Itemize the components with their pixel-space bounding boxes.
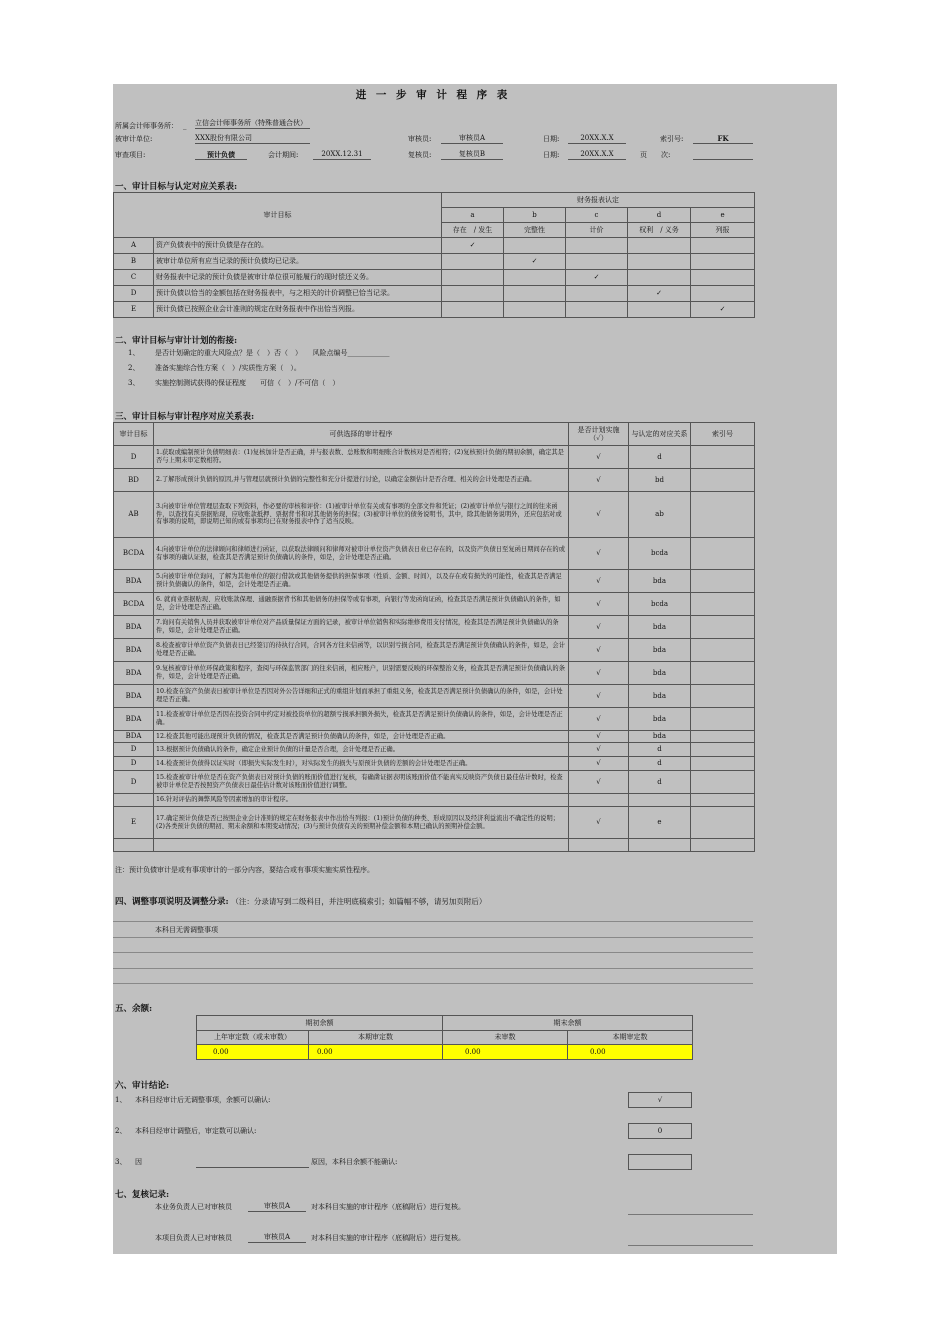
- procedure-index[interactable]: [691, 685, 755, 708]
- worksheet: 进 一 步 审 计 程 序 表 所属会计师事务所： _ 立信会计师事务所（特殊普通合伙） 被审计单位: XXX股份有限公司 审核员: 审核员A 日期: 20XX.X.X 索引号: FK 审查项目: 预计负债 会计期间: 20XX.12.31 复核员: 复核员B 日期: 20XX.X.X 页 次: 一、审计目标与认定对应关系表: 审计目标 财务报表认定 a b c d e 存在 / 发生 完整性 计价 权利 / 义务 列报 A 资产负债表中的预计负债是存在的。 ✓ B 被审计单位所有应当记录的预计负债均已记录。 ✓ C 财务报表中记录的预计负债是被审计单位很可能履行的现时偿还义务。 ✓ D 预计负债以恰当的金额包括在财务报表中，与之相关的计价调整已恰当记录。 ✓ E 预计负债已按照企业会计准则的规定在财务报表中作出恰当列报。 ✓ 二、审计目标与审计计划的衔接: 1、 是否计划确定的重大风险点？是（ ）否（ ） 风险点编号____________ 2、 准备实施综合性方案（ ）/实质性方案（ ）。 3、 实施控制测试获得的保证程度 可信（ ）/不可信（ ） 三、审计目标与审计程序对应关系表: 审计目标 可供选择的审计程序 是否计划实施（✓） 与认定的对应关系 索引号 D 1.获取或编制预计负债明细表：(1)复核加计是否正确，并与报表数、总账数和明细账合计数核对是否相符；(2)复核预计负债的期初余额，确定其是否与上期末审定数相符。 √ d BD 2.了解形成预计负债的原因,并与管理层就预计负债的完整性和充分计提进行讨论，以确定金额估计是否合理、相关的会计处理是否正确。 √ bd AB 3.向被审计单位管理层查取下列资料，作必要的审核和评价：(1)被审计单位有关或有事项的全部文件和凭证；(2)被审计单位与银行之间的往来函件，以查找有关票据贴现、应收账款抵押、票据背书和对其他债务的担保；(3)被审计单位的债务说明书，其中，除其他债务说明外，还应包括对或有事项的说明，即说明已知的或有事项均已在财务报表中作了适当反映。 √ ab BCDA 4.向被审计单位的法律顾问和律师进行函证，以获取法律顾问和律师对被审计单位资产负债表日业已存在的，以及资产负债日至复函日期间存在的或有事项的确认证据，检查其是否满足预计负债确认的条件，如是，会计处理是否正确。 √ bcda BDA 5.向被审计单位询问，了解为其他单位的银行借款或其他债务提供的担保事项（性质、金额、时间），以及存在或有损失的可能性，检查其是否满足预计负债确认的条件，如是，会计处理是否正确。 √ bda BCDA 6. 就商业票据贴现、应收账款保理、通融票据背书和其他债务的担保等或有事项，向银行等发函询证函，检查其是否满足预计负债确认的条件，如是，会计处理是否正确。 √ bcda BDA 7.询问有关销售人员并获取被审计单位对产品质量保证方面的记录，被审计单位销售和实际维修费用支付情况，检查其是否满足预计负债确认的条件，如是，会计处理是否正确。 √ bda BDA 8.检查被审计单位资产负债表日已经签订的待执行合同，合同各方往来信函等，以识别亏损合同，检查其是否满足预计负债确认的条件，如是，会计处理是否正确。 √ bda BDA 9.复核被审计单位环保政策和程序，查阅与环保监管部门的往来信函，相应账户，识别需要反映的环保整治义务，检查其是否满足预计负债确认的条件，如是，会计处理是否正确。 √ bda BDA 10.检查在资产负债表日被审计单位是否因对外公告详细和正式的重组计划而承担了重组义务，检查其是否满足预计负债确认的条件，如是，会计处理是否正确。 √ bda BDA 11.检查被审计单位是否因在投资合同中约定对被投资单位的超额亏损承担额外损失，检查其是否满足预计负债确认的条件，如是，会计处理是否正确。 √ bda BDA 12.检查其他可能出现预计负债的情况，检查其是否满足预计负债确认的条件，如是，会计处理是否正确。 √ bda D 13.根据预计负债确认的条件，确定企业预计负债的计量是否合理，会计处理是否正确。 √ d D 14.检查预计负债得以证实时（即损失实际发生时），对实际发生的损失与原预计负债的差额的会计处理是否正确。 √ d D 15.检查被审计单位是否在资产负债表日对预计负债的账面价值进行复核，有确凿证据表明该账面价值不能真实反映资产负债日最佳估计数时，检查被审计单位是否按照资产负债表日最佳估计数对该账面价值进行调整。 √ d 16.针对评估的舞弊风险等因素增加的审计程序。 E 17.确定预计负债是否已按照企业会计准则的规定在财务报表中作出恰当列报：(1)预计负债的种类、形成原因以及经济利益流出不确定性的说明；(2)各类预计负债的期初、期末余额和本期变动情况；(3)与预计负债有关的预期补偿金额和本期已确认的预期补偿金额。 √ e 注：预计负债审计是或有事项审计的一部分内容，要结合或有事项实施实质性程序。 四、调整事项说明及调整分录: （注：分录请写到二级科目，并注明底稿索引；如篇幅不够，请另加页附后） 本科目无需调整事项 五、余额: 期初余额 期末余额 上年审定数（或未审数） 本期审定数 未审数 本期审定数 0.00 0.00 0.00 0.00 六、审计结论: 1、 本科目经审计后无调整事项，余额可以确认: √ 2、 本科目经审计调整后，审定数可以确认: 0 3、 因 原因，本科目余额不能确认: 七、复核记录: 本业务负责人已对审核员 审核员A 对本科目实施的审计程序（底稿附后）进行复核。 本项目负责人已对审核员 审核员A 对本科目实施的审计程序（底稿附后）进行复核。: [113, 84, 837, 1254]
- assertion-cell[interactable]: [566, 286, 628, 302]
- table-row: [114, 616, 755, 639]
- procedure-planned[interactable]: √: [569, 757, 629, 771]
- procedure-assertion: bda: [629, 685, 691, 708]
- table-row: [114, 685, 755, 708]
- procedure-goal: BDA: [114, 731, 154, 743]
- goal-text: 资产负债表中的预计负债是存在的。: [154, 238, 442, 254]
- procedure-planned[interactable]: √: [569, 492, 629, 538]
- firm-label: 所属会计师事务所：: [115, 122, 178, 130]
- conclusion-1-no: 1、: [115, 1096, 127, 1104]
- procedure-index[interactable]: [691, 570, 755, 593]
- date-value-2: 20XX.X.X: [568, 150, 626, 160]
- procedure-planned[interactable]: √: [569, 807, 629, 839]
- procedure-goal: D: [114, 757, 154, 771]
- procedure-planned[interactable]: √: [569, 639, 629, 662]
- procedure-planned[interactable]: √: [569, 743, 629, 757]
- procedure-assertion: bda: [629, 639, 691, 662]
- assertion-cell[interactable]: [504, 238, 566, 254]
- closing-balance-header: 期末余额: [443, 1016, 693, 1031]
- table-row: [114, 254, 755, 270]
- section3-title: 三、审计目标与审计程序对应关系表:: [115, 412, 255, 422]
- procedure-index[interactable]: [691, 757, 755, 771]
- conclusion-2-no: 2、: [115, 1127, 127, 1135]
- assertion-cell[interactable]: [691, 238, 755, 254]
- index-value: FK: [693, 134, 753, 144]
- procedure-goal: [114, 839, 154, 852]
- adjustment-line-1: 本科目无需调整事项: [155, 926, 218, 934]
- col-prior-audited: 上年审定数（或未审数）: [197, 1031, 309, 1045]
- period-value: 20XX.12.31: [313, 150, 371, 160]
- procedure-index[interactable]: [691, 731, 755, 743]
- assertion-cell[interactable]: [504, 270, 566, 286]
- assertion-cell[interactable]: [691, 270, 755, 286]
- table-row: [114, 286, 755, 302]
- procedure-goal: D: [114, 743, 154, 757]
- procedure-table: [113, 422, 755, 852]
- procedure-planned[interactable]: √: [569, 570, 629, 593]
- table-row: [114, 771, 755, 794]
- procedure-text: 7.询问有关销售人员并获取被审计单位对产品质量保证方面的记录，被审计单位销售和实际维修费用支付情况，检查其是否满足预计负债确认的条件，如是，会计处理是否正确。: [154, 616, 569, 639]
- plan-item-text: 是否计划确定的重大风险点？是（ ）否（ ） 风险点编号____________: [155, 349, 390, 357]
- procedure-text: 8.检查被审计单位资产负债表日已经签订的待执行合同，合同各方往来信函等，以识别亏损合同，检查其是否满足预计负债确认的条件，如是，会计处理是否正确。: [154, 639, 569, 662]
- procedure-assertion: d: [629, 771, 691, 794]
- procedure-index[interactable]: [691, 446, 755, 469]
- procedure-goal: BDA: [114, 685, 154, 708]
- table-row: [114, 731, 755, 743]
- procedure-planned[interactable]: √: [569, 708, 629, 731]
- review-1-post: 对本科目实施的审计程序（底稿附后）进行复核。: [311, 1203, 465, 1211]
- conclusion-3-box[interactable]: [628, 1154, 692, 1170]
- check-mark[interactable]: ✓: [504, 254, 566, 270]
- procedure-index[interactable]: [691, 492, 755, 538]
- table-row: [114, 238, 755, 254]
- col-opening-audited: 本期审定数: [309, 1031, 443, 1045]
- procedure-index[interactable]: [691, 807, 755, 839]
- procedure-planned[interactable]: √: [569, 771, 629, 794]
- procedure-assertion: bda: [629, 731, 691, 743]
- opening-balance-header: 期初余额: [197, 1016, 443, 1031]
- procedure-index[interactable]: [691, 616, 755, 639]
- balance-value-2: 0.00: [309, 1045, 443, 1060]
- review-2-post: 对本科目实施的审计程序（底稿附后）进行复核。: [311, 1234, 465, 1242]
- review-1-signature-line: [628, 1214, 753, 1215]
- procedure-planned[interactable]: √: [569, 662, 629, 685]
- procedure-goal: BD: [114, 469, 154, 492]
- procedure-assertion: d: [629, 743, 691, 757]
- client-label: 被审计单位:: [115, 135, 153, 143]
- table-row: [114, 807, 755, 839]
- procedure-planned[interactable]: √: [569, 469, 629, 492]
- section6-title: 六、审计结论:: [115, 1081, 170, 1091]
- goal-text: 预计负债以恰当的金额包括在财务报表中，与之相关的计价调整已恰当记录。: [154, 286, 442, 302]
- assertion-cell[interactable]: [628, 254, 691, 270]
- plan-item-text: 准备实施综合性方案（ ）/实质性方案（ ）。: [155, 364, 301, 372]
- assertion-cell[interactable]: [566, 254, 628, 270]
- table-row: [114, 794, 755, 807]
- table-row: [114, 270, 755, 286]
- procedure-text: 10.检查在资产负债表日被审计单位是否因对外公告详细和正式的重组计划而承担了重组义务，检查其是否满足预计负债确认的条件，如是，会计处理是否正确。: [154, 685, 569, 708]
- procedure-assertion: bda: [629, 708, 691, 731]
- assertion-table: [113, 192, 755, 318]
- procedure-text: 12.检查其他可能出现预计负债的情况，检查其是否满足预计负债确认的条件，如是，会计处理是否正确。: [154, 731, 569, 743]
- assertion-cell[interactable]: [628, 302, 691, 318]
- procedure-assertion: bd: [629, 469, 691, 492]
- procedure-goal: AB: [114, 492, 154, 538]
- table-row: [114, 570, 755, 593]
- reviewer-value: 复核员B: [441, 150, 503, 160]
- procedure-goal: [114, 794, 154, 807]
- table-row: [114, 639, 755, 662]
- procedure-header: 是否计划实施（✓）: [569, 423, 629, 446]
- plan-item-no: 2、: [128, 364, 140, 372]
- table-row: [114, 538, 755, 570]
- procedure-header: 索引号: [691, 423, 755, 446]
- procedure-planned[interactable]: √: [569, 616, 629, 639]
- procedure-text: 15.检查被审计单位是否在资产负债表日对预计负债的账面价值进行复核，有确凿证据表明该账面价值不能真实反映资产负债日最佳估计数时，检查被审计单位是否按照资产负债表日最佳估计数对该账面价值进行调整。: [154, 771, 569, 794]
- procedure-text: 11.检查被审计单位是否因在投资合同中约定对被投资单位的超额亏损承担额外损失，检查其是否满足预计负债确认的条件，如是，会计处理是否正确。: [154, 708, 569, 731]
- assertion-cell[interactable]: [504, 302, 566, 318]
- col-closing-audited: 本期审定数: [568, 1031, 693, 1045]
- preparer-label: 审核员:: [408, 135, 432, 143]
- procedure-assertion: [629, 839, 691, 852]
- plan-item-no: 3、: [128, 379, 140, 387]
- goal-code: D: [114, 286, 154, 302]
- table-row: [114, 446, 755, 469]
- plan-item-no: 1、: [128, 349, 140, 357]
- review-1-pre: 本业务负责人已对审核员: [155, 1203, 232, 1211]
- section3-note: 注：预计负债审计是或有事项审计的一部分内容，要结合或有事项实施实质性程序。: [115, 866, 374, 874]
- date-label-1: 日期:: [543, 135, 560, 143]
- assertion-cell[interactable]: [442, 254, 504, 270]
- procedure-index[interactable]: [691, 662, 755, 685]
- procedure-assertion: ab: [629, 492, 691, 538]
- conclusion-3-reason-field[interactable]: [196, 1158, 309, 1168]
- procedure-assertion: d: [629, 757, 691, 771]
- index-label: 索引号:: [660, 135, 684, 143]
- assertion-name: 完整性: [504, 223, 566, 238]
- procedure-assertion: bda: [629, 616, 691, 639]
- procedure-planned[interactable]: [569, 839, 629, 852]
- page-label: 页 次:: [640, 151, 671, 159]
- procedure-planned[interactable]: √: [569, 446, 629, 469]
- date-label-2: 日期:: [543, 151, 560, 159]
- procedure-goal: D: [114, 771, 154, 794]
- check-mark[interactable]: ✓: [691, 302, 755, 318]
- procedure-header: 可供选择的审计程序: [154, 423, 569, 446]
- section4-hint: （注：分录请写到二级科目，并注明底稿索引；如篇幅不够，请另加页附后）: [231, 897, 487, 906]
- assertion-cell[interactable]: [691, 286, 755, 302]
- assertion-letter: d: [628, 208, 691, 223]
- procedure-text: [154, 839, 569, 852]
- conclusion-1-text: 本科目经审计后无调整事项，余额可以确认:: [135, 1096, 271, 1104]
- procedure-index[interactable]: [691, 771, 755, 794]
- assertion-letter: a: [442, 208, 504, 223]
- procedure-goal: BDA: [114, 708, 154, 731]
- goal-text: 财务报表中记录的预计负债是被审计单位很可能履行的现时偿还义务。: [154, 270, 442, 286]
- review-2-pre: 本项目负责人已对审核员: [155, 1234, 232, 1242]
- procedure-text: 4.向被审计单位的法律顾问和律师进行函证，以获取法律顾问和律师对被审计单位资产负债表日业已存在的，以及资产负债日至复函日期间存在的或有事项的确认证据，检查其是否满足预计负债确认的条件，如是，会计处理是否正确。: [154, 538, 569, 570]
- procedure-index[interactable]: [691, 538, 755, 570]
- assertion-cell[interactable]: [442, 270, 504, 286]
- procedure-assertion: bcda: [629, 538, 691, 570]
- procedure-planned[interactable]: √: [569, 731, 629, 743]
- procedure-goal: BDA: [114, 662, 154, 685]
- table-row: [114, 469, 755, 492]
- procedure-index[interactable]: [691, 839, 755, 852]
- conclusion-2-text: 本科目经审计调整后，审定数可以确认:: [135, 1127, 257, 1135]
- assertion-letter: b: [504, 208, 566, 223]
- goal-text: 被审计单位所有应当记录的预计负债均已记录。: [154, 254, 442, 270]
- assertion-name: 权利 / 义务: [628, 223, 691, 238]
- assertion-cell[interactable]: [628, 270, 691, 286]
- procedure-index[interactable]: [691, 708, 755, 731]
- check-mark[interactable]: ✓: [566, 270, 628, 286]
- balance-table: [196, 1015, 693, 1060]
- conclusion-1-box[interactable]: √: [628, 1092, 692, 1108]
- table-row: [114, 743, 755, 757]
- item-label: 审查项目:: [115, 151, 146, 159]
- table-row: [114, 492, 755, 538]
- procedure-assertion: [629, 794, 691, 807]
- assertion-cell[interactable]: [442, 286, 504, 302]
- table-row: [114, 757, 755, 771]
- goal-code: E: [114, 302, 154, 318]
- reviewer-label: 复核员:: [408, 151, 432, 159]
- procedure-text: 9.复核被审计单位环保政策和程序，查阅与环保监管部门的往来信函，相应账户，识别需要反映的环保整治义务，检查其是否满足预计负债确认的条件，如是，会计处理是否正确。: [154, 662, 569, 685]
- review-1-name: 审核员A: [248, 1202, 306, 1212]
- review-2-name: 审核员A: [248, 1233, 306, 1243]
- table-row: [114, 662, 755, 685]
- goal-code: B: [114, 254, 154, 270]
- section2-title: 二、审计目标与审计计划的衔接:: [115, 336, 238, 346]
- assertion-cell[interactable]: [504, 286, 566, 302]
- procedure-assertion: bda: [629, 662, 691, 685]
- item-value: 预计负债: [195, 150, 247, 160]
- procedure-header: 审计目标: [114, 423, 154, 446]
- procedure-goal: D: [114, 446, 154, 469]
- procedure-goal: BCDA: [114, 593, 154, 616]
- firm-value: 立信会计师事务所（特殊普通合伙）: [195, 119, 310, 129]
- procedure-text: 16.针对评估的舞弊风险等因素增加的审计程序。: [154, 794, 569, 807]
- procedure-planned[interactable]: √: [569, 685, 629, 708]
- assertion-name: 计价: [566, 223, 628, 238]
- conclusion-3-text2: 原因，本科目余额不能确认:: [311, 1158, 398, 1166]
- page-title: 进 一 步 审 计 程 序 表: [355, 89, 511, 101]
- goal-text: 预计负债已按照企业会计准则的规定在财务报表中作出恰当列报。: [154, 302, 442, 318]
- procedure-index[interactable]: [691, 794, 755, 807]
- procedure-index[interactable]: [691, 593, 755, 616]
- table-row: [114, 593, 755, 616]
- table-row: [114, 708, 755, 731]
- assertion-letter: c: [566, 208, 628, 223]
- review-2-signature-line: [628, 1245, 753, 1246]
- assertion-cell[interactable]: [442, 302, 504, 318]
- page-value: [693, 150, 753, 160]
- procedure-text: 1.获取或编制预计负债明细表：(1)复核加计是否正确，并与报表数、总账数和明细账合计数核对是否相符；(2)复核预计负债的期初余额，确定其是否与上期末审定数相符。: [154, 446, 569, 469]
- assertion-name: 列报: [691, 223, 755, 238]
- procedure-header: 与认定的对应关系: [629, 423, 691, 446]
- procedure-assertion: bcda: [629, 593, 691, 616]
- procedure-index[interactable]: [691, 639, 755, 662]
- procedure-text: 14.检查预计负债得以证实时（即损失实际发生时），对实际发生的损失与原预计负债的差额的会计处理是否正确。: [154, 757, 569, 771]
- procedure-goal: BDA: [114, 639, 154, 662]
- check-mark[interactable]: ✓: [628, 286, 691, 302]
- conclusion-2-box[interactable]: 0: [628, 1123, 692, 1139]
- assertion-cell[interactable]: [628, 238, 691, 254]
- section5-title: 五、余额:: [115, 1004, 153, 1014]
- check-mark[interactable]: ✓: [442, 238, 504, 254]
- assertion-cell[interactable]: [566, 238, 628, 254]
- procedure-text: 17.确定预计负债是否已按照企业会计准则的规定在财务报表中作出恰当列报：(1)预计负债的种类、形成原因以及经济利益流出不确定性的说明；(2)各类预计负债的期初、期末余额和本期变动情况；(3)与预计负债有关的预期补偿金额和本期已确认的预期补偿金额。: [154, 807, 569, 839]
- procedure-assertion: e: [629, 807, 691, 839]
- client-value: XXX股份有限公司: [195, 134, 310, 144]
- procedure-goal: E: [114, 807, 154, 839]
- goal-code: C: [114, 270, 154, 286]
- procedure-assertion: d: [629, 446, 691, 469]
- procedure-text: 3.向被审计单位管理层查取下列资料，作必要的审核和评价：(1)被审计单位有关或有事项的全部文件和凭证；(2)被审计单位与银行之间的往来函件，以查找有关票据贴现、应收账款抵押、票据背书和对其他债务的担保；(3)被审计单位的债务说明书，其中，除其他债务说明外，还应包括对或有事项的说明，即说明已知的或有事项均已在财务报表中作了适当反映。: [154, 492, 569, 538]
- procedure-goal: BCDA: [114, 538, 154, 570]
- procedure-planned[interactable]: [569, 794, 629, 807]
- assertion-letter: e: [691, 208, 755, 223]
- procedure-goal: BDA: [114, 570, 154, 593]
- assertion-header: 财务报表认定: [442, 193, 755, 208]
- plan-item-text: 实施控制测试获得的保证程度 可信（ ）/不可信（ ）: [155, 379, 340, 387]
- goal-header: 审计目标: [114, 193, 442, 238]
- col-unaudited: 未审数: [443, 1031, 568, 1045]
- procedure-index[interactable]: [691, 743, 755, 757]
- section4-title: 四、调整事项说明及调整分录:: [115, 897, 229, 907]
- procedure-planned[interactable]: √: [569, 593, 629, 616]
- conclusion-3-text: 因: [135, 1158, 142, 1166]
- goal-code: A: [114, 238, 154, 254]
- preparer-value: 审核员A: [441, 134, 503, 144]
- section1-title: 一、审计目标与认定对应关系表:: [115, 182, 238, 192]
- balance-value-3: 0.00: [443, 1045, 568, 1060]
- period-label: 会计期间:: [268, 151, 299, 159]
- procedure-goal: BDA: [114, 616, 154, 639]
- assertion-cell[interactable]: [691, 254, 755, 270]
- procedure-text: 2.了解形成预计负债的原因,并与管理层就预计负债的完整性和充分计提进行讨论，以确定金额估计是否合理、相关的会计处理是否正确。: [154, 469, 569, 492]
- procedure-planned[interactable]: √: [569, 538, 629, 570]
- conclusion-3-no: 3、: [115, 1158, 127, 1166]
- section7-title: 七、复核记录:: [115, 1190, 170, 1200]
- procedure-assertion: bda: [629, 570, 691, 593]
- balance-value-1: 0.00: [197, 1045, 309, 1060]
- table-row: [114, 839, 755, 852]
- procedure-text: 13.根据预计负债确认的条件，确定企业预计负债的计量是否合理，会计处理是否正确。: [154, 743, 569, 757]
- date-value-1: 20XX.X.X: [568, 134, 626, 144]
- balance-value-4: 0.00: [568, 1045, 693, 1060]
- assertion-name: 存在 / 发生: [442, 223, 504, 238]
- assertion-cell[interactable]: [566, 302, 628, 318]
- procedure-text: 6. 就商业票据贴现、应收账款保理、通融票据背书和其他债务的担保等或有事项，向银行等发函询证函，检查其是否满足预计负债确认的条件，如是，会计处理是否正确。: [154, 593, 569, 616]
- procedure-index[interactable]: [691, 469, 755, 492]
- table-row: [114, 302, 755, 318]
- procedure-text: 5.向被审计单位询问，了解为其他单位的银行借款或其他债务提供的担保事项（性质、金额、时间），以及存在或有损失的可能性，检查其是否满足预计负债确认的条件，如是，会计处理是否正确。: [154, 570, 569, 593]
